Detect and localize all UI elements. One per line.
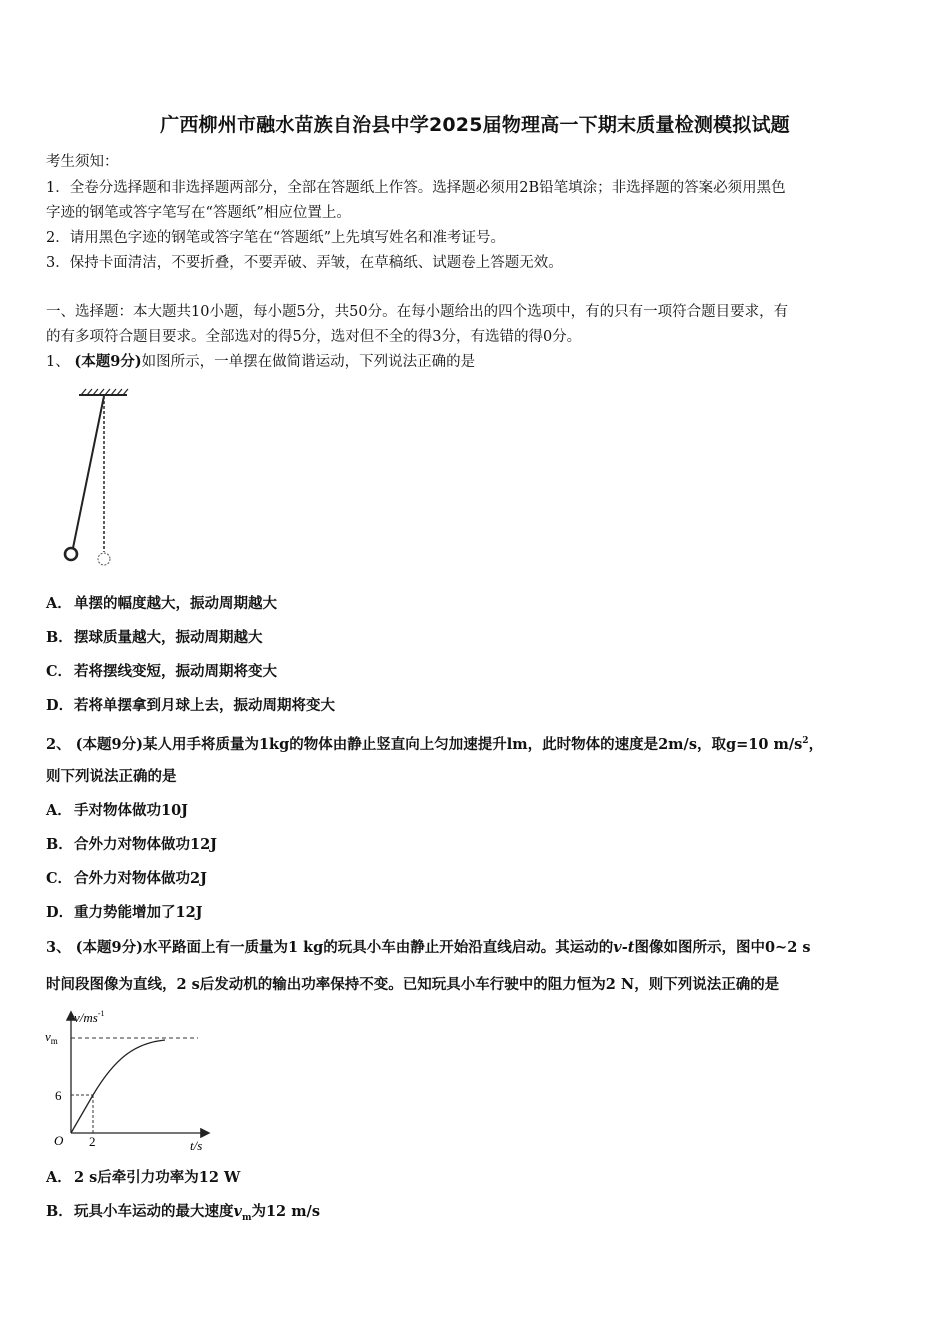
question-tag: (本题9分): [74, 353, 142, 370]
question-2-stem: 2、 (本题9分)某人用手将质量为1kg的物体由静止竖直向上匀加速提升lm，此时物体的速度是2m/s，取g=10 $m/s^2$，: [46, 735, 824, 753]
q2-option-c: C． 合外力对物体做功2J: [46, 870, 207, 887]
q1-option-c: C． 若将摆线变短，振动周期将变大: [46, 663, 277, 680]
question-number: 2、: [46, 735, 71, 753]
q2-option-d: D．重力势能增加了12J: [46, 904, 203, 921]
pendulum-figure: [55, 385, 140, 575]
question-2-stem-cont: 则下列说法正确的是: [46, 768, 177, 785]
q1-option-a: A． 单摆的幅度越大，振动周期越大: [46, 595, 277, 612]
q2-option-a: A． 手对物体做功10J: [46, 802, 189, 819]
origin-label: O: [54, 1133, 64, 1148]
t-tick-2: 2: [89, 1134, 96, 1149]
q3-option-a: A． 2 s后牵引力功率为12 W: [46, 1169, 241, 1186]
section-intro: 一、选择题：本大题共10小题，每小题5分，共50分。在每小题给出的四个选项中，有的只有一项符合题目要求，有: [46, 304, 789, 320]
notice-heading: 考生须知：: [46, 154, 119, 170]
notice-item: 2．请用黑色字迹的钢笔或答字笔在“答题纸”上先填写姓名和准考证号。: [46, 230, 506, 246]
pendulum-string: [73, 396, 104, 548]
vt-curve: [71, 1040, 165, 1133]
question-3-stem: 3、 (本题9分)水平路面上有一质量为1 kg的玩具小车由静止开始沿直线启动。其运动的v-t图像如图所示，图中0~2 s: [46, 939, 811, 956]
q1-option-d: D．若将单摆拿到月球上去，振动周期将变大: [46, 697, 335, 714]
page-title: 广西柳州市融水苗族自治县中学2025届物理高一下期末质量检测模拟试题: [160, 114, 790, 136]
q3-option-b: B．玩具小车运动的最大速度$v_m$为12 m/s: [46, 1203, 320, 1223]
t-axis-label: t/s: [190, 1138, 203, 1153]
pendulum-bob: [65, 548, 77, 560]
vm-tick-label: $v_m$: [45, 1029, 58, 1046]
notice-item: 3．保持卡面清洁，不要折叠，不要弄破、弄皱，在草稿纸、试题卷上答题无效。: [46, 255, 563, 271]
question-3-stem-cont: 时间段图像为直线，2 s后发动机的输出功率保持不变。已知玩具小车行驶中的阻力恒为2 N，则下列说法正确的是: [46, 976, 780, 993]
notice-item: 字迹的钢笔或答字笔写在“答题纸”相应位置上。: [46, 205, 351, 221]
q2-option-b: B．合外力对物体做功12J: [46, 836, 218, 853]
equilibrium-bob: [98, 553, 110, 565]
q1-option-b: B．摆球质量越大，振动周期越大: [46, 629, 263, 646]
question-number: 1、: [46, 354, 70, 370]
question-1-stem: [46, 352, 910, 372]
notice-item: 1．全卷分选择题和非选择题两部分，全部在答题纸上作答。选择题必须用2B铅笔填涂；非选择题的答案必须用黑色: [46, 180, 786, 196]
question-text: 如图所示，一单摆在做简谐运动，下列说法正确的是: [141, 354, 476, 370]
vt-graph: [40, 1003, 220, 1155]
v-axis-label: $v/ms^{-1}$: [74, 1009, 105, 1025]
section-intro: 的有多项符合题目要求。全部选对的得5分，选对但不全的得3分，有选错的得0分。: [46, 329, 582, 345]
v-tick-6: 6: [55, 1088, 62, 1103]
question-number: 3、: [46, 939, 71, 956]
